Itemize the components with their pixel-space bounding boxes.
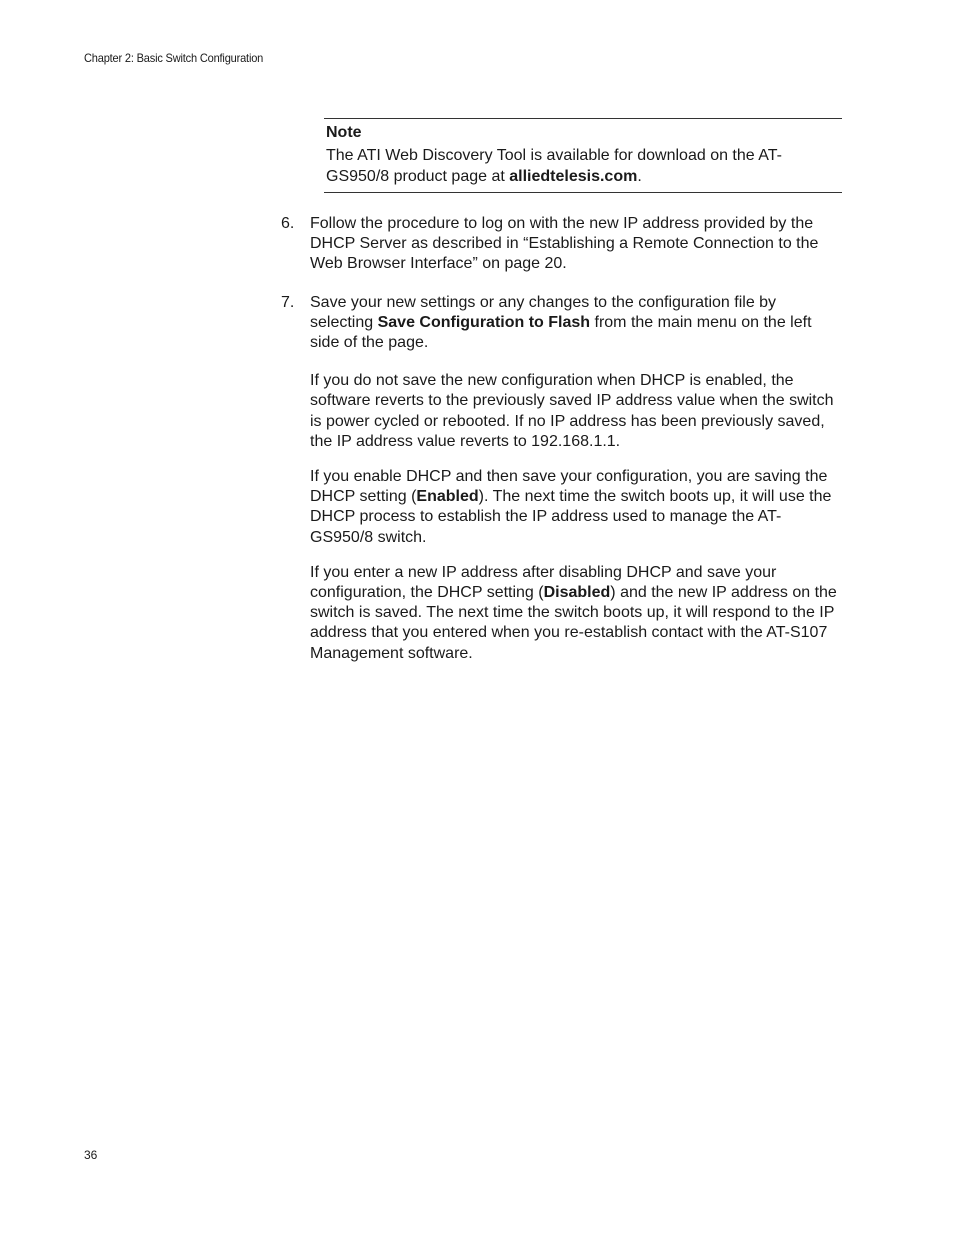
note-box [324, 118, 842, 193]
step-text: Follow the procedure to log on with the new IP address provided by the DHCP Server as described in “Establishing a Remote Connection to the Web Browser Interface” on page 20. [310, 215, 819, 273]
page-number: 36 [84, 1148, 98, 1162]
para-text-after: ). The next time the switch boots up, it will use the DHCP process to establish the IP address used to manage the AT-GS950/8 switch. [310, 488, 832, 546]
step-number: 6. [281, 215, 295, 232]
step-number: 7. [281, 293, 295, 311]
step-text-before: Save your new settings or any changes to the configuration file by selecting [310, 293, 777, 331]
para-bold-enabled: Enabled [416, 488, 479, 506]
procedure-steps [281, 214, 843, 679]
para-text-before: If you enter a new IP address after disabling DHCP and save your configuration, the DHCP setting ( [310, 563, 777, 602]
note-link-text: alliedtelesis.com [509, 168, 638, 185]
para-text-before: If you enable DHCP and then save your configuration, you are saving the DHCP setting ( [310, 468, 828, 506]
paragraph-dhcp-enabled [310, 467, 843, 548]
running-header: Chapter 2: Basic Switch Configuration [84, 51, 264, 65]
step-text-after: from the main menu on the left side of the page. [310, 313, 812, 352]
note-text-before: The ATI Web Discovery Tool is available for download on the AT-GS950/8 product page at [326, 147, 782, 185]
para-text-after: ) and the new IP address on the switch is saved. The next time the switch boots up, it will respond to the IP address that you entered when you re-establish contact with the AT-S107 Management software. [310, 584, 837, 662]
paragraph-dhcp-disabled [310, 563, 843, 664]
note-text-after: . [637, 168, 642, 185]
step-7 [281, 293, 843, 354]
note-text [326, 145, 842, 187]
paragraph-save-warning: If you do not save the new configuration when DHCP is enabled, the software reverts to the previously saved IP address value when the switch is power cycled or rebooted. If no IP address has been previously saved, the IP address value reverts to 192.168.1.1. [310, 372, 834, 450]
step-bold-menu-item: Save Configuration to Flash [377, 313, 591, 331]
step-6 [281, 214, 843, 275]
note-title: Note [326, 124, 362, 141]
para-bold-disabled: Disabled [543, 584, 611, 602]
